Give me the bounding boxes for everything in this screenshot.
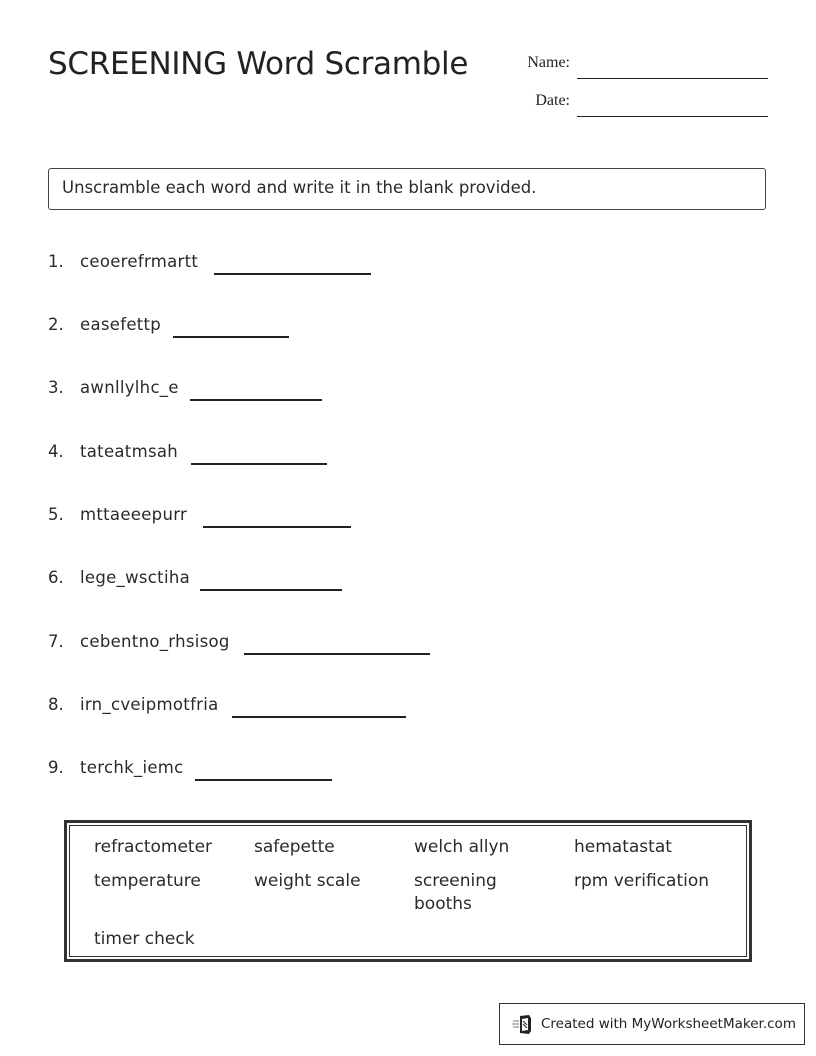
scrambled-word: tateatmsah [80,442,179,461]
question-number: 1. [48,252,64,271]
name-blank-line[interactable] [577,78,768,79]
question-number: 5. [48,505,64,524]
word-bank-item: screening booths [414,871,497,914]
question-number: 9. [48,758,64,777]
scrambled-word: lege_wsctiha [80,568,190,587]
word-bank-inner [69,825,747,957]
answer-blank[interactable] [203,526,351,528]
credit-text: Created with MyWorksheetMaker.com [541,1016,796,1032]
date-field [500,86,768,116]
name-field [500,48,768,78]
answer-blank[interactable] [200,589,342,591]
word-bank-item: safepette [254,837,335,857]
word-bank-item: temperature [94,871,201,891]
question-number: 7. [48,632,64,651]
scrambled-word: ceoerefrmartt [80,252,199,271]
answer-blank[interactable] [214,273,371,275]
question-number: 4. [48,442,64,461]
word-bank [64,820,752,962]
question-number: 8. [48,695,64,714]
answer-blank[interactable] [244,653,430,655]
date-blank-line[interactable] [577,116,768,117]
word-bank-item: weight scale [254,871,361,891]
scrambled-word: mttaeeepurr [80,505,188,524]
answer-blank[interactable] [232,716,406,718]
question-number: 2. [48,315,64,334]
scrambled-word: cebentno_rhsisog [80,632,230,651]
answer-blank[interactable] [191,463,327,465]
question-number: 6. [48,568,64,587]
date-label: Date: [535,92,570,109]
answer-blank[interactable] [190,399,322,401]
page-title: SCREENING Word Scramble [48,46,469,82]
scrambled-word: terchk_iemc [80,758,184,777]
word-bank-item: timer check [94,929,195,949]
name-label: Name: [527,54,570,71]
question-number: 3. [48,378,64,397]
scrambled-word: awnllylhc_e [80,378,179,397]
word-bank-item: refractometer [94,837,213,857]
credit-badge[interactable] [499,1003,805,1045]
worksheet-logo-icon [512,1013,534,1035]
word-bank-item: welch allyn [414,837,510,857]
answer-blank[interactable] [195,779,332,781]
answer-blank[interactable] [173,336,289,338]
word-bank-item: hematastat [574,837,672,857]
instructions-box: Unscramble each word and write it in the blank provided. [48,168,766,210]
word-bank-item: rpm verification [574,871,710,891]
scrambled-word: irn_cveipmotfria [80,695,219,714]
scrambled-word: easefettp [80,315,162,334]
